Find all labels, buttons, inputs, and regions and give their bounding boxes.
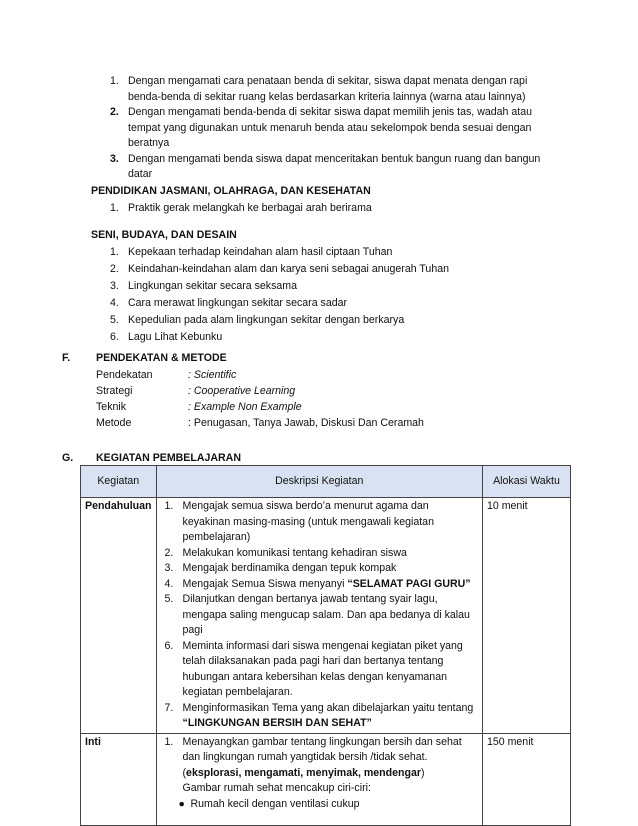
list-text: Kepedulian pada alam lingkungan sekitar dengan berkarya <box>128 314 405 326</box>
list-number: 1. <box>110 75 119 87</box>
list-text: Dengan mengamati cara penataan benda di sekitar, siswa dapat menata dengan rapi benda-benda di sekitar ruang kelas berdasarkan kriteria lainnya (warna atau lainnya) <box>128 75 528 103</box>
list-text: Lingkungan sekitar secara seksama <box>128 280 298 292</box>
list-text-bold: eksplorasi, mengamati, menyimak, mendengar <box>186 766 421 779</box>
list-text: Melakukan komunikasi tentang kehadiran siswa <box>182 546 407 559</box>
list-number: 4. <box>164 577 174 590</box>
pendahuluan-list <box>161 499 478 732</box>
list-item <box>110 329 550 346</box>
inti-time: 150 menit <box>482 733 570 825</box>
list-number: 7. <box>164 701 174 714</box>
sbdp-heading: SENI, BUDAYA, DAN DESAIN <box>91 229 237 241</box>
meta-row-pendekatan <box>96 367 516 383</box>
list-item <box>110 261 550 278</box>
pjok-heading: PENDIDIKAN JASMANI, OLAHRAGA, DAN KESEHATAN <box>91 185 371 197</box>
list-item <box>161 577 478 593</box>
kegiatan-table <box>80 465 571 826</box>
list-number: 1. <box>110 246 119 258</box>
list-number: 1. <box>164 735 174 748</box>
list-item <box>161 701 478 732</box>
list-number: 2. <box>164 546 174 559</box>
list-number: 4. <box>110 297 119 309</box>
table-row <box>81 733 571 825</box>
list-number: 5. <box>110 314 119 326</box>
list-text: Mengajak berdinamika dengan tepuk kompak <box>182 562 397 574</box>
list-item <box>161 561 478 577</box>
sbdp-list <box>110 244 550 346</box>
meta-value: : Example Non Example <box>188 401 302 413</box>
list-number: 5. <box>164 593 174 605</box>
inti-description <box>156 733 482 825</box>
pendahuluan-time: 10 menit <box>482 498 570 734</box>
meta-row-strategi <box>96 383 516 399</box>
meta-key: Pendekatan <box>96 369 153 381</box>
section-f-meta <box>96 367 516 431</box>
meta-key: Strategi <box>96 385 133 397</box>
list-text: Mengajak Semua Siswa menyanyi <box>182 577 348 590</box>
bullet-text: Rumah kecil dengan ventilasi cukup <box>190 797 360 810</box>
list-item <box>110 74 550 105</box>
list-number: 1. <box>110 202 119 214</box>
row-label-pendahuluan: Pendahuluan <box>81 498 157 734</box>
list-text: Meminta informasi dari siswa mengenai kegiatan piket yang telah dilaksanakan pada pagi hari dan bertanya tentang hubungan antara kebersihan kelas dengan kenyamanan kegiatan pembelajaran. <box>182 639 463 698</box>
table-row <box>81 498 571 734</box>
inti-list <box>161 735 478 797</box>
meta-value: : Cooperative Learning <box>188 385 296 397</box>
list-number: 3. <box>164 562 174 574</box>
list-text-bold: “SELAMAT PAGI GURU” <box>347 577 471 590</box>
list-item <box>161 546 478 562</box>
list-text: Cara merawat lingkungan sekitar secara sadar <box>128 297 348 309</box>
list-item <box>161 639 478 701</box>
header-kegiatan: Kegiatan <box>81 466 157 498</box>
header-alokasi: Alokasi Waktu <box>482 466 570 498</box>
meta-value: : Scientific <box>188 369 237 381</box>
pjok-list <box>110 201 550 217</box>
bullet-item <box>161 797 478 813</box>
list-item <box>161 592 478 639</box>
meta-key: Teknik <box>96 401 127 413</box>
row-label-inti: Inti <box>81 733 157 825</box>
list-text: Keindahan-keindahan alam dan karya seni sebagai anugerah Tuhan <box>128 263 449 275</box>
meta-row-metode <box>96 415 516 431</box>
section-g-letter: G. <box>62 452 74 464</box>
section-g-title: KEGIATAN PEMBELAJARAN <box>96 452 241 464</box>
list-item <box>110 312 550 329</box>
meta-key: Metode <box>96 417 132 429</box>
list-text: Mengajak semua siswa berdo’a menurut agama dan keyakinan masing-masing (untuk mengawali kegiatan pembelajaran) <box>182 500 434 543</box>
list-text: Dengan mengamati benda-benda di sekitar siswa dapat memilih jenis tas, wadah atau tempat yang digunakan untuk menaruh benda atau sekelompok benda sesuai dengan beratnya <box>128 106 532 149</box>
list-text: Lagu Lihat Kebunku <box>128 331 223 343</box>
list-number: 2. <box>110 106 119 118</box>
list-text-close: ) <box>420 766 425 779</box>
list-item <box>110 105 550 152</box>
table-header-row <box>81 466 571 498</box>
list-item <box>161 499 478 546</box>
list-number: 3. <box>110 280 119 292</box>
list-text: Dilanjutkan dengan bertanya jawab tentang syair lagu, mengapa saling mengucap salam. Dan apa bedanya di kalau pagi <box>182 593 470 636</box>
list-text: Dengan mengamati benda siswa dapat menceritakan bentuk bangun ruang dan bangun datar <box>128 152 541 180</box>
inti-subtext: Gambar rumah sehat mencakup ciri-ciri: <box>182 782 371 794</box>
list-number: 6. <box>110 331 119 343</box>
meta-row-teknik <box>96 399 516 415</box>
list-item <box>110 278 550 295</box>
section-f-title: PENDEKATAN & METODE <box>96 352 227 364</box>
list-text-bold: “LINGKUNGAN BERSIH DAN SEHAT” <box>182 717 372 729</box>
list-item <box>161 735 478 797</box>
list-item <box>110 201 550 217</box>
list-number: 1. <box>164 500 174 512</box>
bullet-dot-icon: ● <box>178 797 185 810</box>
meta-value: : Penugasan, Tanya Jawab, Diskusi Dan Ceramah <box>188 417 424 429</box>
list-number: 6. <box>164 639 174 652</box>
list-number: 3. <box>110 152 119 165</box>
list-text: Menginformasikan Tema yang akan dibelajarkan yaitu tentang <box>182 701 474 714</box>
header-deskripsi: Deskripsi Kegiatan <box>156 466 482 498</box>
list-item <box>110 244 550 261</box>
pendahuluan-description <box>156 498 482 734</box>
list-item <box>110 152 550 183</box>
top-objectives-list <box>110 74 550 183</box>
list-number: 2. <box>110 263 119 275</box>
list-item <box>110 295 550 312</box>
section-f-letter: F. <box>62 352 71 364</box>
list-text: Kepekaan terhadap keindahan alam hasil ciptaan Tuhan <box>128 246 393 258</box>
list-text: Menayangkan gambar tentang lingkungan bersih dan sehat dan lingkungan rumah yangtidak bersih /tidak sehat. ( <box>182 735 462 779</box>
list-text: Praktik gerak melangkah ke berbagai arah berirama <box>128 202 372 214</box>
